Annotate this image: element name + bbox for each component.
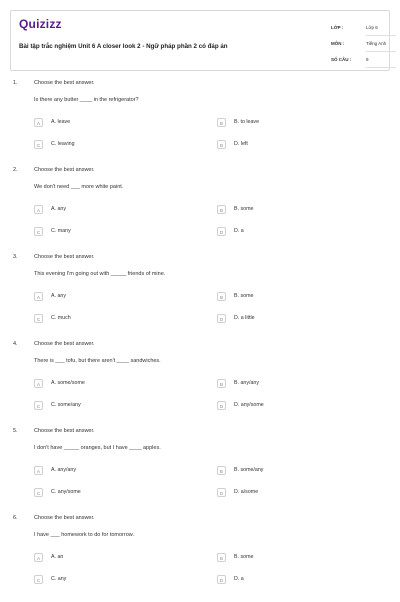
question-text: We don't need ___ more white paint. — [34, 184, 124, 190]
option-letter-box: C — [34, 227, 43, 236]
worksheet-header — [10, 10, 390, 71]
option-text: C. any — [51, 576, 67, 582]
option-text: B. some/any — [234, 467, 264, 473]
option-letter-box: B — [217, 292, 226, 301]
option-text: D. a — [234, 228, 244, 234]
option-letter-box: A — [34, 379, 43, 388]
question-3 — [0, 254, 400, 341]
question-1 — [0, 80, 400, 167]
question-instruction: Choose the best answer. — [34, 428, 95, 434]
meta-value-count: 9 — [366, 57, 396, 68]
option-text: D. a — [234, 576, 244, 582]
question-instruction: Choose the best answer. — [34, 515, 95, 521]
option-text: C. some/any — [51, 402, 81, 408]
question-text: I have ___ homework to do for tomorrow. — [34, 532, 134, 538]
option-text: C. leaving — [51, 141, 75, 147]
question-number: 4. — [13, 341, 18, 347]
option-text: A. any — [51, 293, 67, 299]
meta-value-subject: Tiếng Anh — [366, 41, 396, 52]
question-2 — [0, 167, 400, 254]
question-6 — [0, 515, 400, 602]
option-letter-box: A — [34, 118, 43, 127]
quizizz-logo: Quizizz — [19, 17, 62, 31]
option-text: B. to leave — [234, 119, 260, 125]
option-text: A. an — [51, 554, 64, 560]
meta-row-count — [331, 57, 396, 73]
question-number: 5. — [13, 428, 18, 434]
option-letter-box: A — [34, 466, 43, 475]
question-number: 3. — [13, 254, 18, 260]
question-4 — [0, 341, 400, 428]
question-instruction: Choose the best answer. — [34, 167, 95, 173]
option-letter-box: A — [34, 205, 43, 214]
option-letter-box: B — [217, 466, 226, 475]
option-text: C. many — [51, 228, 71, 234]
option-letter-box: C — [34, 575, 43, 584]
meta-key-grade: LỚP : — [331, 25, 344, 30]
meta-value-grade: Lớp 6 — [366, 25, 396, 36]
option-text: D. left — [234, 141, 248, 147]
option-text: D. a/some — [234, 489, 259, 495]
option-letter-box: C — [34, 314, 43, 323]
question-number: 1. — [13, 80, 18, 86]
worksheet-meta — [331, 25, 396, 73]
question-number: 6. — [13, 515, 18, 521]
question-instruction: Choose the best answer. — [34, 254, 95, 260]
option-text: A. leave — [51, 119, 71, 125]
meta-row-grade — [331, 25, 396, 41]
question-text: I don't have _____ oranges, but I have ____ apples. — [34, 445, 161, 451]
option-letter-box: A — [34, 292, 43, 301]
question-text: Is there any butter ____ in the refrigerator? — [34, 97, 139, 103]
option-letter-box: B — [217, 379, 226, 388]
option-letter-box: B — [217, 205, 226, 214]
option-letter-box: B — [217, 553, 226, 562]
option-letter-box: D — [217, 314, 226, 323]
question-instruction: Choose the best answer. — [34, 341, 95, 347]
question-text: There is ___ tofu, but there aren't ____ sandwiches. — [34, 358, 161, 364]
meta-key-subject: MÔN : — [331, 41, 345, 46]
option-text: B. some — [234, 554, 254, 560]
question-text: This evening I'm going out with _____ friends of mine. — [34, 271, 166, 277]
option-text: C. any/some — [51, 489, 81, 495]
option-letter-box: D — [217, 575, 226, 584]
option-letter-box: D — [217, 140, 226, 149]
option-text: A. any/any — [51, 467, 77, 473]
option-text: B. some — [234, 293, 254, 299]
option-text: B. some — [234, 206, 254, 212]
option-letter-box: B — [217, 118, 226, 127]
question-5 — [0, 428, 400, 515]
option-letter-box: D — [217, 227, 226, 236]
option-text: D. a little — [234, 315, 255, 321]
option-letter-box: D — [217, 401, 226, 410]
question-instruction: Choose the best answer. — [34, 80, 95, 86]
option-letter-box: D — [217, 488, 226, 497]
option-text: A. any — [51, 206, 67, 212]
option-text: C. much — [51, 315, 71, 321]
option-text: B. any/any — [234, 380, 260, 386]
option-text: A. some/some — [51, 380, 85, 386]
meta-row-subject — [331, 41, 396, 57]
question-number: 2. — [13, 167, 18, 173]
option-letter-box: C — [34, 140, 43, 149]
meta-key-count: SỐ CÂU : — [331, 57, 352, 62]
option-letter-box: A — [34, 553, 43, 562]
option-letter-box: C — [34, 488, 43, 497]
worksheet-title: Bài tập trắc nghiệm Unit 6 A closer look 2 - Ngữ pháp phần 2 có đáp án — [19, 43, 228, 50]
option-letter-box: C — [34, 401, 43, 410]
option-text: D. any/some — [234, 402, 264, 408]
